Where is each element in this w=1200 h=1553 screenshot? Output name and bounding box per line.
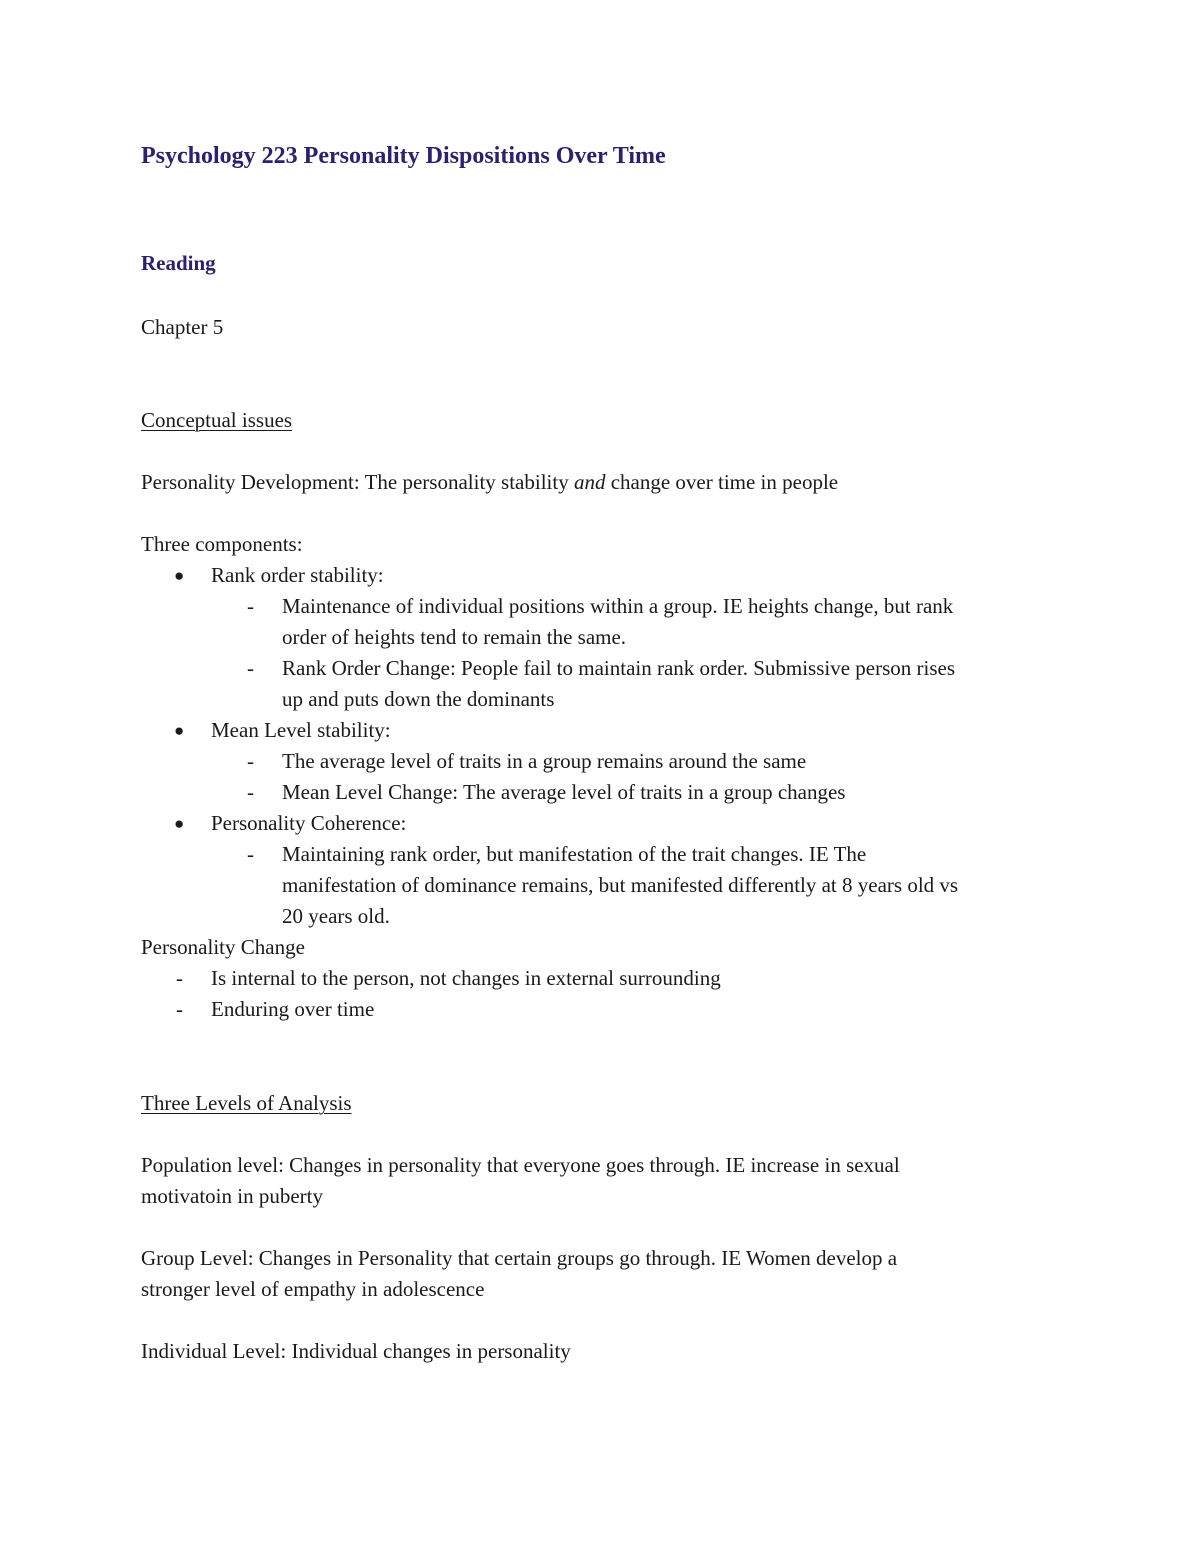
- document-title: Psychology 223 Personality Dispositions Over Time: [141, 143, 666, 169]
- dash-icon: -: [176, 997, 183, 1021]
- dash-icon: -: [247, 656, 254, 680]
- bullet-icon: ●: [174, 814, 185, 833]
- sub-item-line: Maintaining rank order, but manifestation of the trait changes. IE The: [282, 842, 867, 866]
- sub-item-line: The average level of traits in a group remains around the same: [282, 749, 807, 773]
- sub-item-line: 20 years old.: [282, 904, 390, 928]
- component-label: Rank order stability:: [211, 563, 384, 587]
- bullet-icon: ●: [174, 566, 185, 585]
- level-line: Group Level: Changes in Personality that certain groups go through. IE Women develop a: [141, 1246, 898, 1270]
- dash-icon: -: [176, 966, 183, 990]
- sub-item-line: order of heights tend to remain the same.: [282, 625, 627, 649]
- development-text-emphasis: and: [573, 470, 606, 494]
- level-line: motivatoin in puberty: [141, 1184, 323, 1208]
- level-line: Individual Level: Individual changes in personality: [141, 1339, 571, 1363]
- sub-item-line: manifestation of dominance remains, but manifested differently at 8 years old vs: [282, 873, 959, 897]
- dash-icon: -: [247, 780, 254, 804]
- development-text-before: Personality Development: The personality stability: [141, 470, 574, 494]
- development-text-after: change over time in people: [605, 470, 839, 494]
- dash-icon: -: [247, 749, 254, 773]
- component-label: Personality Coherence:: [211, 811, 407, 835]
- bullet-icon: ●: [174, 721, 185, 740]
- sub-item-line: Mean Level Change: The average level of traits in a group changes: [282, 780, 846, 804]
- sub-item-line: Rank Order Change: People fail to maintain rank order. Submissive person rises: [282, 656, 956, 680]
- conceptual-issues-heading: Conceptual issues: [141, 408, 293, 432]
- three-components-label: Three components:: [141, 532, 303, 556]
- dash-icon: -: [247, 594, 254, 618]
- personality-change-item: Is internal to the person, not changes in external surrounding: [211, 966, 721, 990]
- personality-change-item: Enduring over time: [211, 997, 375, 1021]
- dash-icon: -: [247, 842, 254, 866]
- personality-change-label: Personality Change: [141, 935, 305, 959]
- level-line: Population level: Changes in personality that everyone goes through. IE increase in sexual: [141, 1153, 900, 1177]
- sub-item-line: Maintenance of individual positions within a group. IE heights change, but rank: [282, 594, 954, 618]
- component-label: Mean Level stability:: [211, 718, 391, 742]
- sub-item-line: up and puts down the dominants: [282, 687, 555, 711]
- personality-development-line: [141, 467, 838, 498]
- levels-heading: Three Levels of Analysis: [141, 1091, 352, 1115]
- reading-heading: Reading: [141, 251, 216, 275]
- chapter-text: Chapter 5: [141, 315, 224, 339]
- level-line: stronger level of empathy in adolescence: [141, 1277, 485, 1301]
